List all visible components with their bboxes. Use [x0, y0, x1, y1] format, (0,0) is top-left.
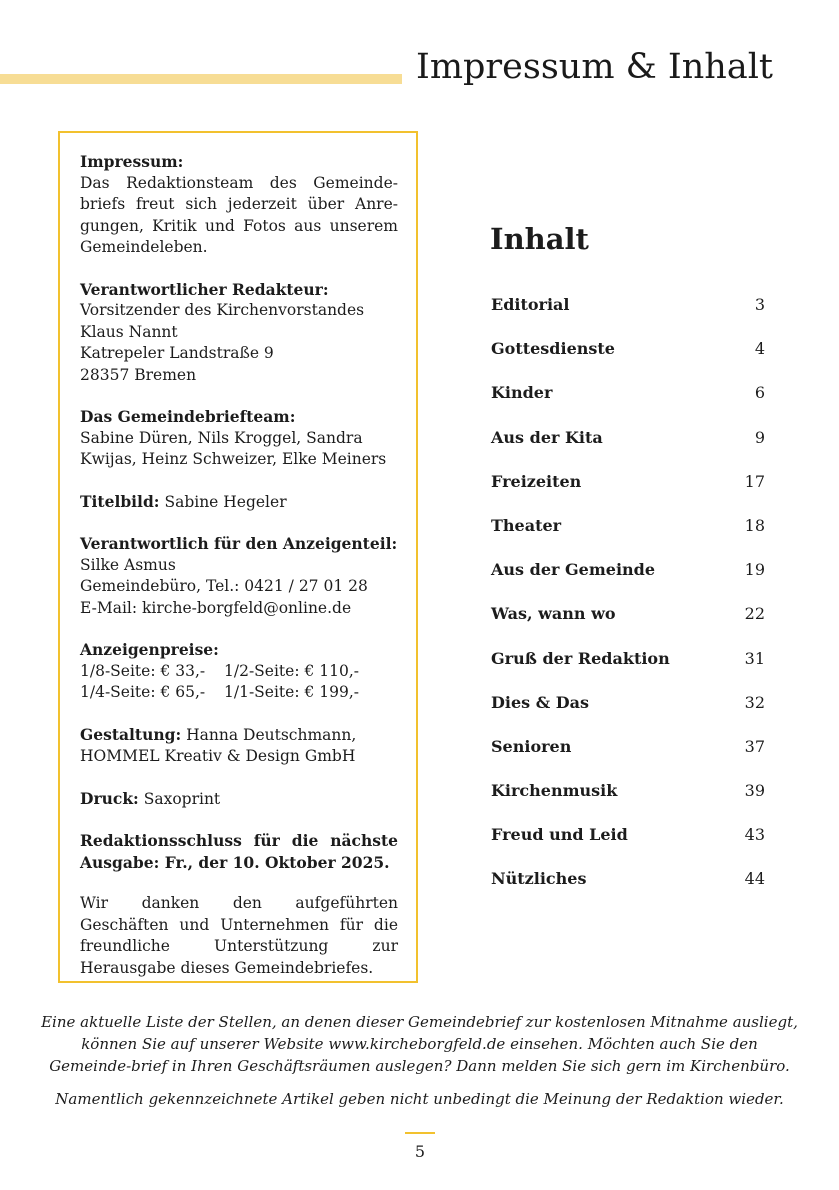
toc-item[interactable] [491, 295, 765, 339]
ads-section [80, 533, 398, 619]
disclaimer-note: Namentlich gekennzeichnete Artikel geben nicht unbedingt die Meinung der Redaktion wieder. [55, 1090, 784, 1108]
header-accent-bar [0, 74, 402, 84]
toc-item-label: Gottesdienste [491, 339, 615, 359]
team-line: Sabine Düren, Nils Kroggel, Sandra [80, 428, 363, 447]
toc-heading: Inhalt [490, 222, 589, 256]
impressum-intro [80, 151, 398, 259]
editor-line: Klaus Nannt [80, 322, 178, 341]
ads-line: Gemeindebüro, Tel.: 0421 / 27 01 28 [80, 577, 368, 595]
toc-item-page: 17 [744, 471, 765, 491]
design-company: HOMMEL Kreativ & Design GmbH [80, 747, 356, 765]
table-of-contents [491, 295, 765, 914]
toc-item[interactable] [491, 604, 765, 648]
toc-item[interactable] [491, 560, 765, 604]
toc-item-page: 37 [744, 736, 765, 756]
editor-line: Katrepeler Landstraße 9 [80, 344, 274, 362]
toc-item[interactable] [491, 649, 765, 693]
team-section [80, 406, 398, 471]
toc-item[interactable] [491, 825, 765, 869]
editor-title: Verantwortlicher Redakteur: [80, 279, 329, 299]
toc-item-page: 9 [754, 427, 765, 447]
toc-item-page: 19 [744, 560, 765, 580]
page-title: Impressum & Inhalt [416, 47, 773, 87]
price-item: 1/4-Seite: € 65,- [80, 683, 206, 701]
cover-section [80, 491, 398, 514]
impressum-intro-title: Impressum: [80, 152, 184, 171]
design-section [80, 724, 398, 768]
toc-item-label: Theater [491, 515, 562, 535]
prices-section [80, 639, 398, 704]
toc-item-label: Freizeiten [491, 471, 582, 491]
editor-line: Vorsitzender des Kirchenvorstandes [80, 301, 365, 319]
toc-item-label: Dies & Das [491, 692, 589, 712]
toc-item-page: 43 [744, 825, 765, 845]
toc-item-page: 18 [744, 515, 765, 535]
editorial-deadline: Redaktionsschluss für die nächste Ausgabe: Fr., der 10. Oktober 2025. [80, 831, 398, 872]
price-row [80, 682, 398, 704]
cover-value: Sabine Hegeler [164, 492, 287, 511]
toc-item[interactable] [491, 781, 765, 825]
design-title: Gestaltung: [80, 724, 182, 744]
toc-item-label: Nützliches [491, 869, 587, 889]
toc-item[interactable] [491, 737, 765, 781]
toc-item-label: Aus der Gemeinde [491, 560, 656, 580]
toc-item-label: Kirchenmusik [491, 781, 618, 801]
editor-line: 28357 Bremen [80, 365, 197, 384]
toc-item[interactable] [491, 472, 765, 516]
toc-item-label: Editorial [491, 295, 570, 314]
toc-item-page: 6 [754, 383, 765, 403]
distribution-note: Eine aktuelle Liste der Stellen, an denen dieser Gemeindebrief zur kostenlosen Mitnahme ausliegt, können Sie auf unserer Website www.kircheborgfeld.de einsehen. Möchten auch Sie den Gemeinde-brief in Ihren Geschäftsräumen auslegen? Dann melden Sie sich gern im Kirchenbüro. [41, 1013, 798, 1075]
price-item: 1/2-Seite: € 110,- [224, 661, 360, 680]
print-value: Saxoprint [143, 789, 221, 808]
toc-item-label: Gruß der Redaktion [491, 648, 670, 668]
impressum-box [58, 131, 418, 983]
page-number-rule [405, 1132, 435, 1134]
ads-line: Silke Asmus [80, 555, 176, 574]
toc-item-label: Kinder [491, 383, 553, 403]
sponsor-thanks: Wir danken den aufgeführten Geschäften und Unternehmen für die freundliche Unterstützung zur Herausgabe dieses Gemeindebriefes. [80, 894, 398, 977]
toc-item[interactable] [491, 869, 765, 913]
print-title: Druck: [80, 788, 139, 808]
ads-email: E-Mail: kirche-borgfeld@online.de [80, 598, 352, 617]
toc-item[interactable] [491, 428, 765, 472]
toc-item-page: 4 [754, 339, 765, 359]
toc-item-page: 22 [744, 604, 765, 624]
toc-item[interactable] [491, 383, 765, 427]
editor-section [80, 279, 398, 387]
design-value: Hanna Deutschmann, [186, 725, 357, 744]
price-item: 1/8-Seite: € 33,- [80, 661, 206, 680]
price-row [80, 661, 398, 683]
toc-item-page: 32 [744, 692, 765, 712]
toc-item[interactable] [491, 339, 765, 383]
team-title: Das Gemeindebriefteam: [80, 407, 296, 426]
toc-item-page: 3 [754, 295, 765, 314]
toc-item-label: Aus der Kita [491, 427, 603, 447]
team-line: Kwijas, Heinz Schweizer, Elke Meiners [80, 450, 387, 468]
prices-title: Anzeigenpreise: [80, 640, 219, 659]
toc-item-label: Was, wann wo [491, 604, 616, 624]
cover-title: Titelbild: [80, 491, 160, 511]
toc-item-label: Freud und Leid [491, 825, 628, 845]
ads-title: Verantwortlich für den Anzeigenteil: [80, 534, 398, 553]
toc-item-page: 44 [744, 869, 765, 889]
toc-item-page: 39 [744, 781, 765, 801]
price-item: 1/1-Seite: € 199,- [224, 683, 360, 701]
impressum-intro-text: Das Redaktionsteam des Gemeinde-briefs freut sich jederzeit über Anre-gungen, Kritik und Fotos aus unserem Gemeindeleben. [80, 173, 398, 256]
print-section [80, 788, 398, 811]
toc-item[interactable] [491, 516, 765, 560]
page-number: 5 [414, 1142, 426, 1161]
toc-item-page: 31 [744, 648, 765, 668]
toc-item[interactable] [491, 693, 765, 737]
toc-item-label: Senioren [491, 736, 572, 756]
